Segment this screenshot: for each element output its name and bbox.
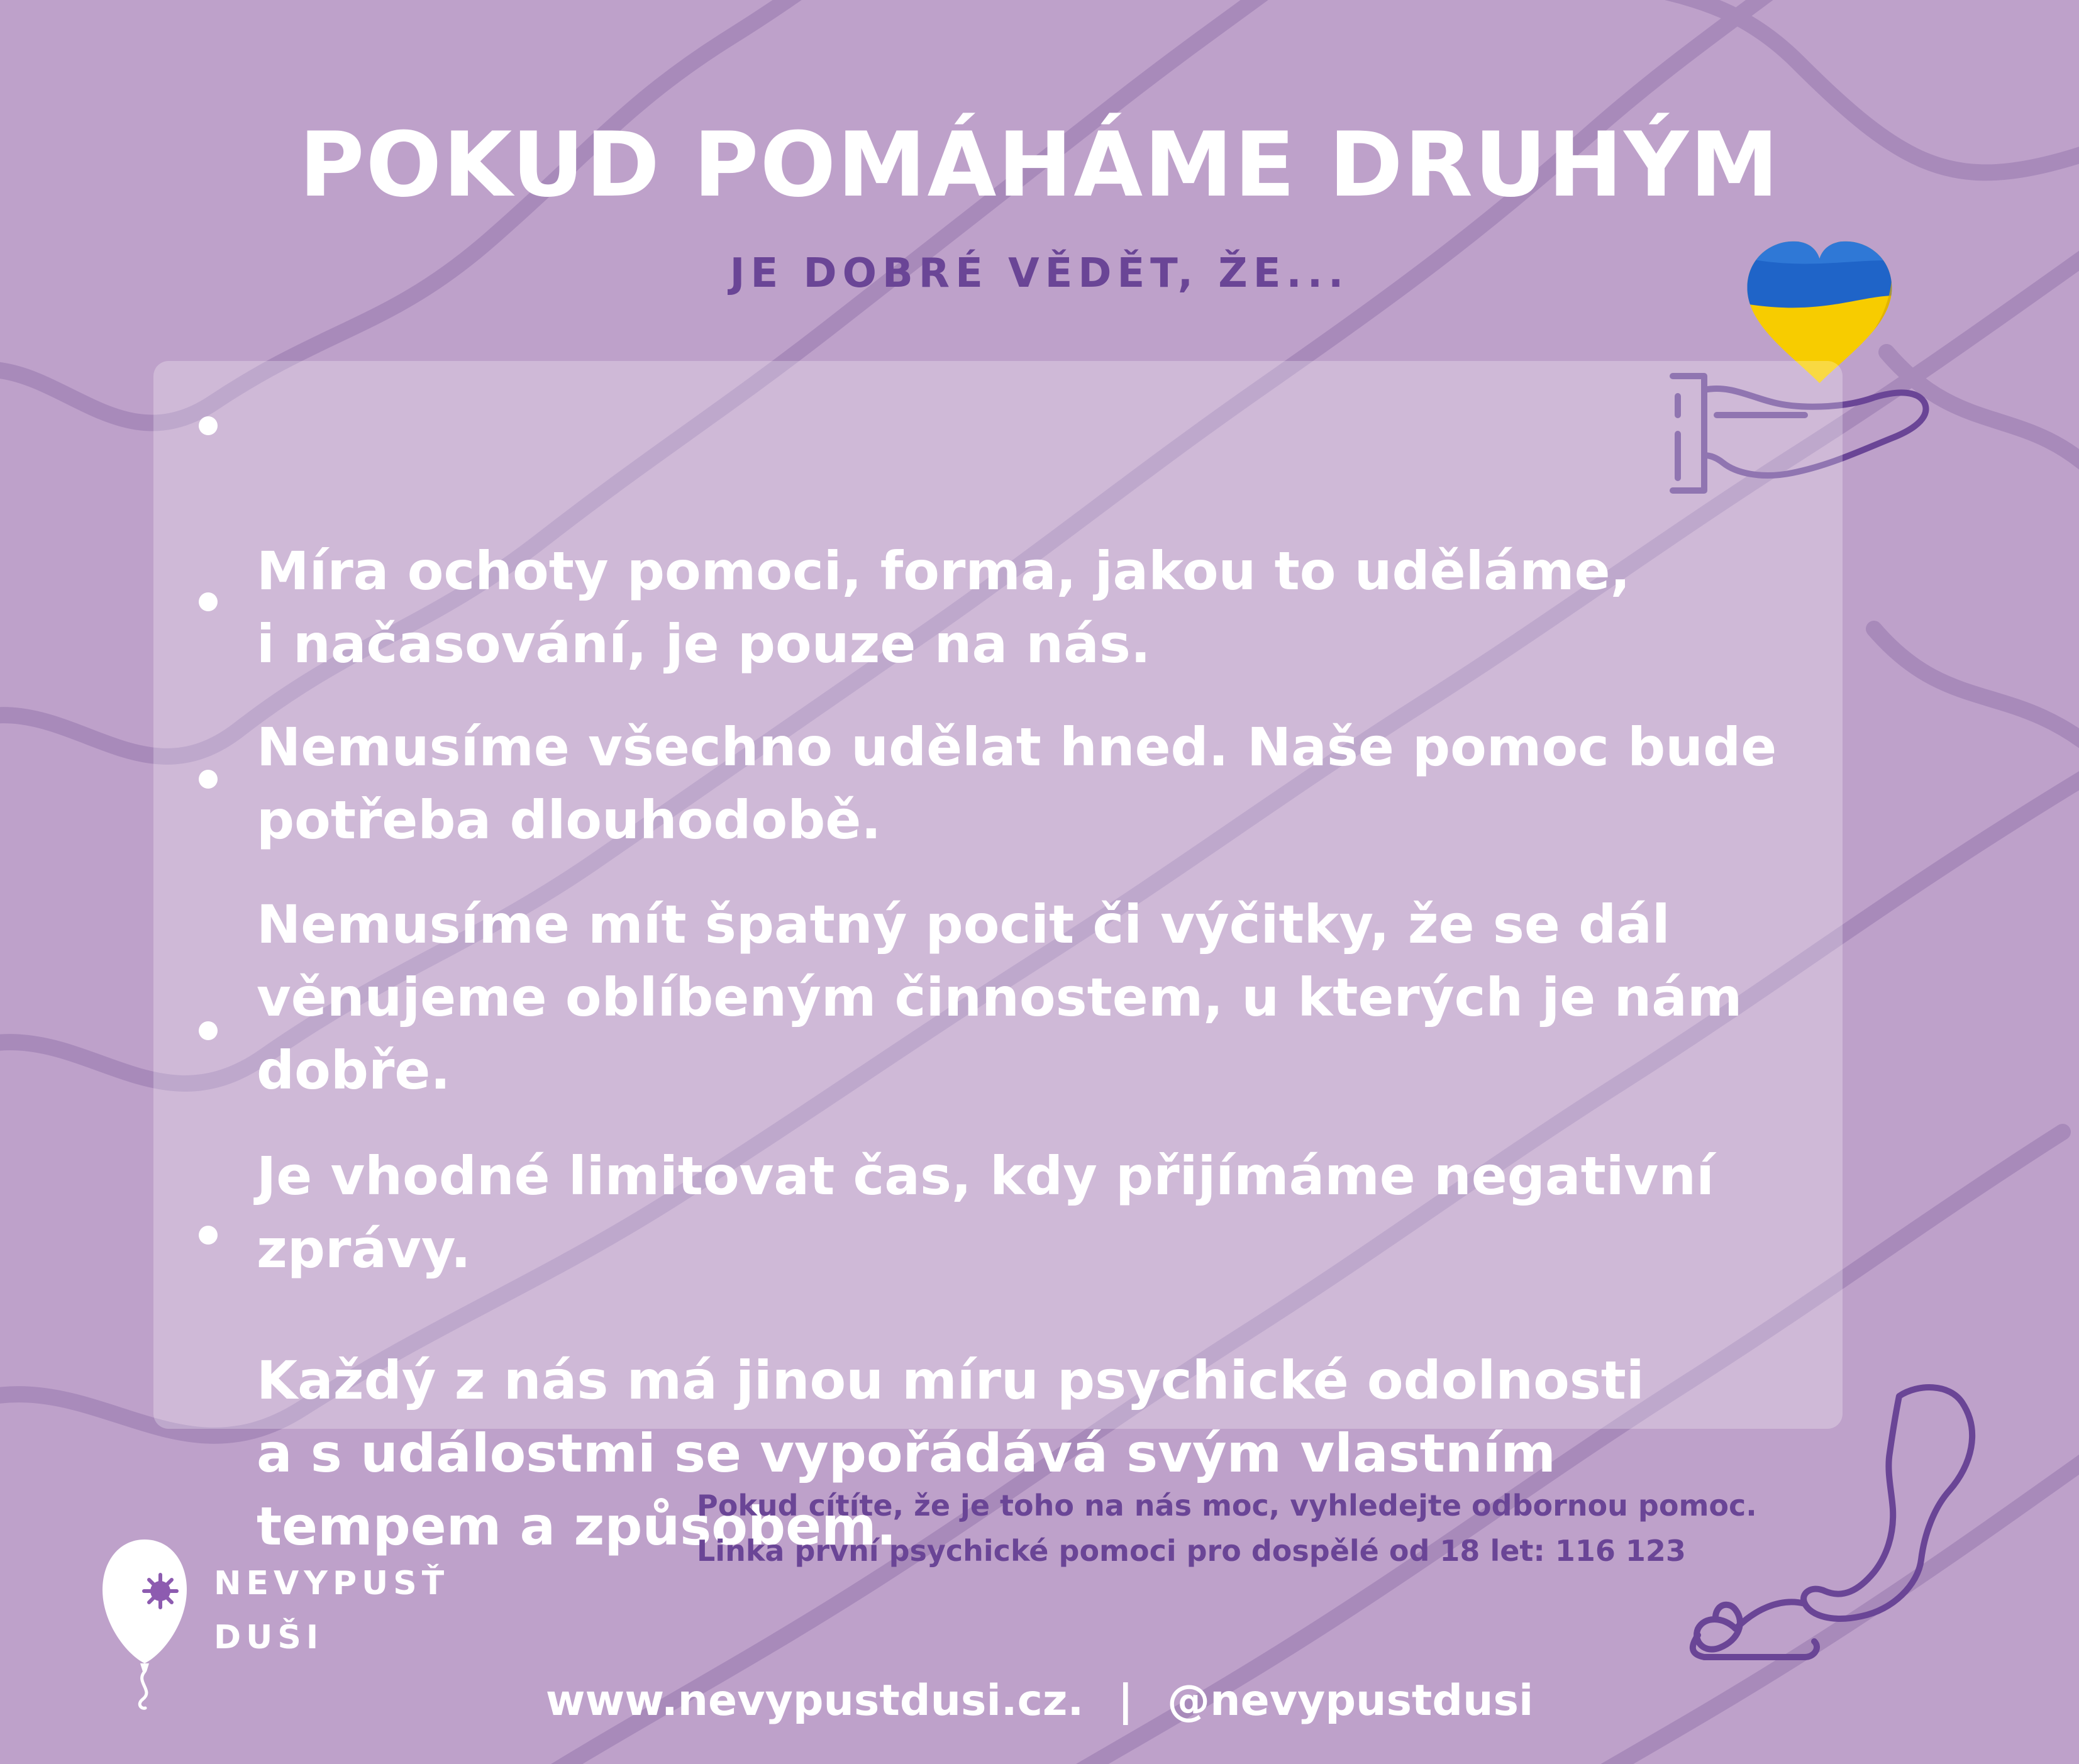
bullet-dot	[199, 416, 218, 435]
list-item-text: Je vhodné limitovat čas, kdy přijímáme negativní zprávy.	[257, 1145, 1714, 1280]
hotline-line: Linka první psychické pomoci pro dospělé od 18 let: 116 123	[697, 1534, 1686, 1568]
page-subtitle: JE DOBRÉ VĚDĚT, ŽE...	[729, 250, 1350, 297]
list-item-text: Nemusíme všechno udělat hned. Naše pomoc bude potřeba dlouhodobě.	[257, 716, 1777, 851]
phone-handset-icon	[1685, 1377, 2012, 1667]
list-item-text: Každý z nás má jinou míru psychické odolnosti a s událostmi se vypořádává svým vlastním tempem a způsobem.	[257, 1350, 1644, 1557]
footer-links	[0, 1673, 2079, 1729]
bullet-dot	[199, 770, 218, 789]
list-item-text: Nemusíme mít špatný pocit či výčitky, že se dál věnujeme oblíbeným činnostem, u kterých je nám dobře.	[257, 894, 1743, 1101]
bullet-dot	[199, 592, 218, 611]
website-link[interactable]: www.nevypustdusi.cz.	[545, 1676, 1084, 1726]
logo-line: DUŠI	[214, 1619, 324, 1656]
list-item-text: Míra ochoty pomoci, forma, jakou to uděláme, i načasování, je pouze na nás.	[257, 540, 1631, 675]
logo-line: NEVYPUSŤ	[214, 1565, 450, 1602]
help-note-line: Pokud cítíte, že je toho na nás moc, vyhledejte odbornou pomoc.	[697, 1489, 1757, 1523]
page-title: POKUD POMÁHÁME DRUHÝM	[299, 113, 1780, 217]
bullet-dot	[199, 1021, 218, 1040]
logo-wordmark	[214, 1556, 449, 1665]
social-handle-link[interactable]: @nevypustdusi	[1167, 1676, 1534, 1726]
footer-separator: |	[1117, 1676, 1134, 1726]
bullet-dot	[199, 1226, 218, 1245]
